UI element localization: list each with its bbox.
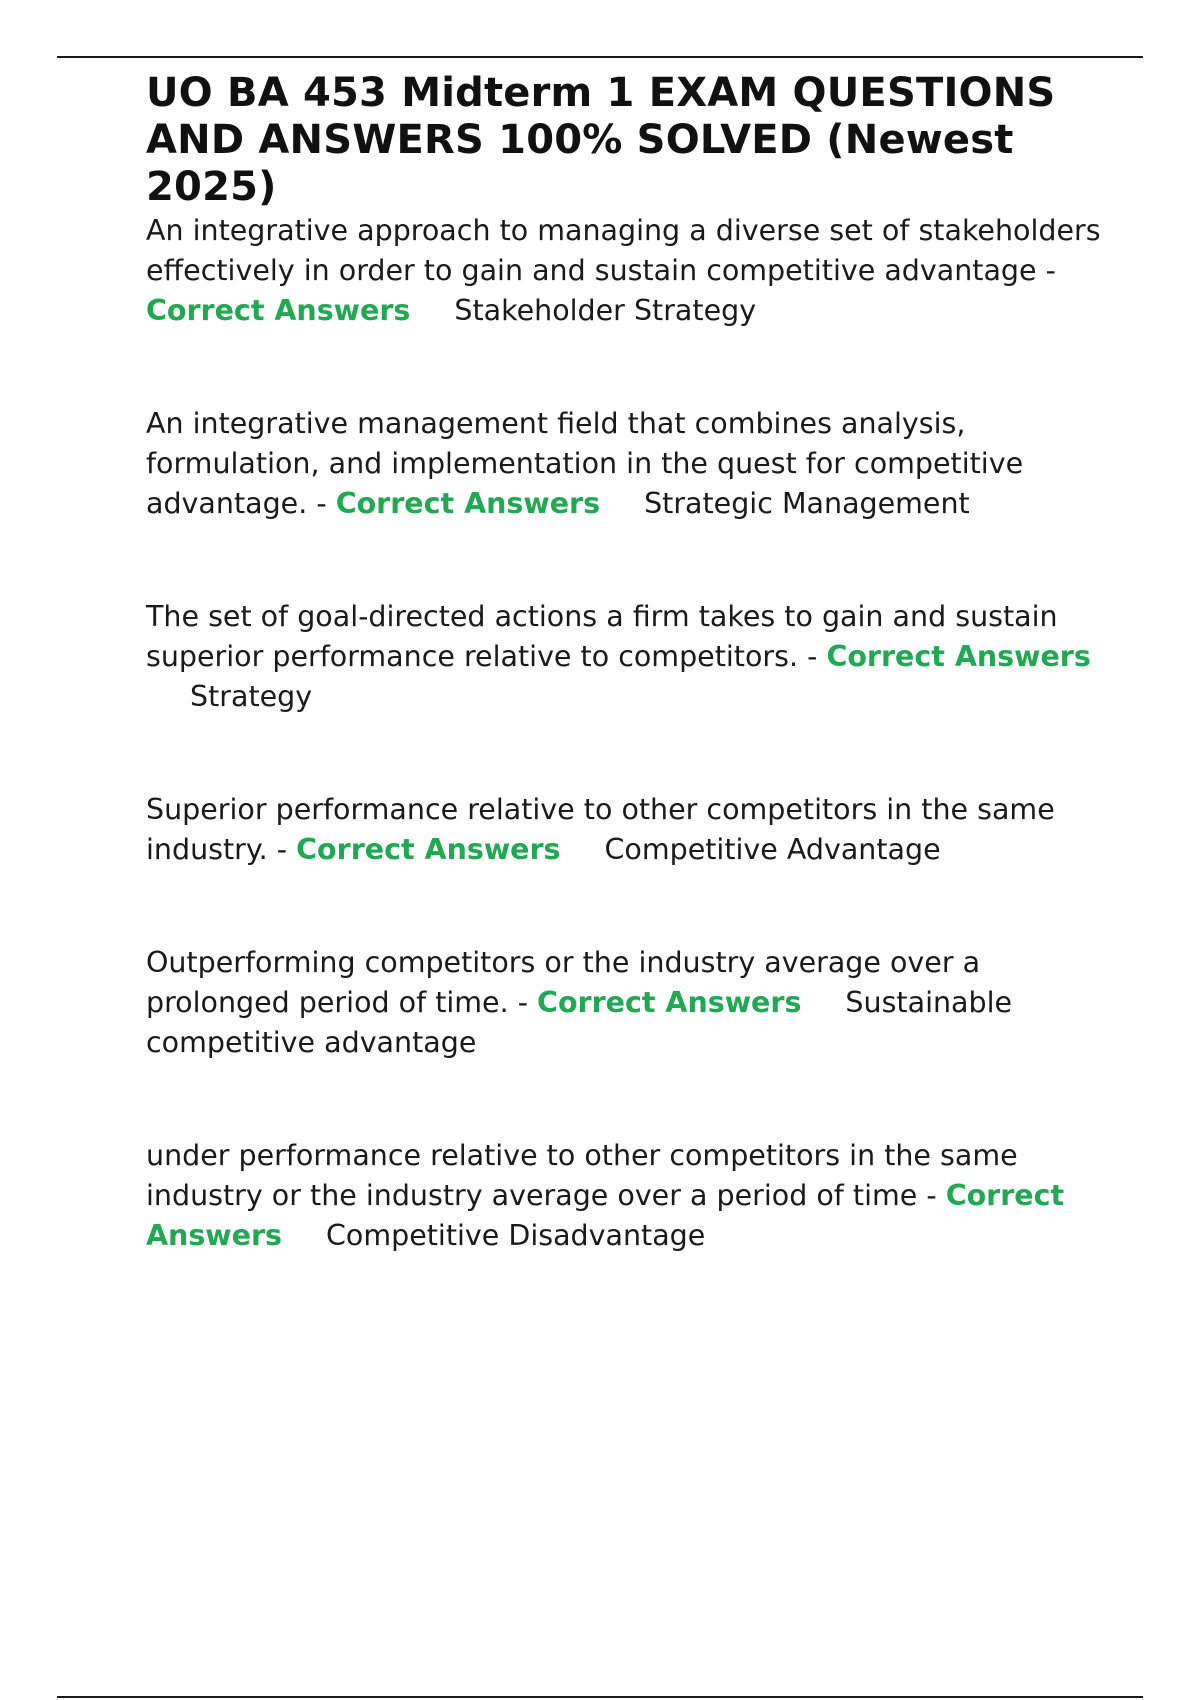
qa-item [146,1136,1106,1256]
correct-answers-label: Correct Answers [537,986,802,1019]
question-text: Outperforming competitors or the industry average over a prolonged period of time. - [146,946,981,1019]
question-text: The set of goal-directed actions a firm takes to gain and sustain superior performance relative to competitors. - [146,600,1058,673]
question-text: under performance relative to other competitors in the same industry or the industry average over a period of time - [146,1139,1018,1212]
correct-answers-label: Correct Answers [146,1179,1065,1252]
question-text: An integrative approach to managing a diverse set of stakeholders effectively in order to gain and sustain competitive advantage - [146,214,1101,287]
correct-answers-label: Correct Answers [146,294,411,327]
answer-text: Competitive Advantage [604,833,941,866]
bottom-rule [57,1696,1143,1698]
qa-item [146,211,1106,331]
answer-text: Sustainable competitive advantage [146,986,1013,1059]
correct-answers-label: Correct Answers [826,640,1091,673]
answer-text: Strategic Management [644,487,970,520]
document-title: UO BA 453 Midterm 1 EXAM QUESTIONS AND ANSWERS 100% SOLVED (Newest 2025) [146,70,1056,210]
answer-text: Competitive Disadvantage [326,1219,706,1252]
qa-item [146,404,1106,524]
correct-answers-label: Correct Answers [296,833,561,866]
top-rule [57,56,1143,58]
answer-text: Strategy [190,680,313,713]
answer-text: Stakeholder Strategy [454,294,757,327]
qa-item [146,597,1106,717]
question-text: An integrative management field that combines analysis, formulation, and implementation in the quest for competitive advantage. - [146,407,1024,520]
qa-item [146,790,1106,870]
qa-item [146,943,1106,1063]
document-body [146,70,1106,1256]
question-text: Superior performance relative to other competitors in the same industry. - [146,793,1055,866]
correct-answers-label: Correct Answers [335,487,601,520]
